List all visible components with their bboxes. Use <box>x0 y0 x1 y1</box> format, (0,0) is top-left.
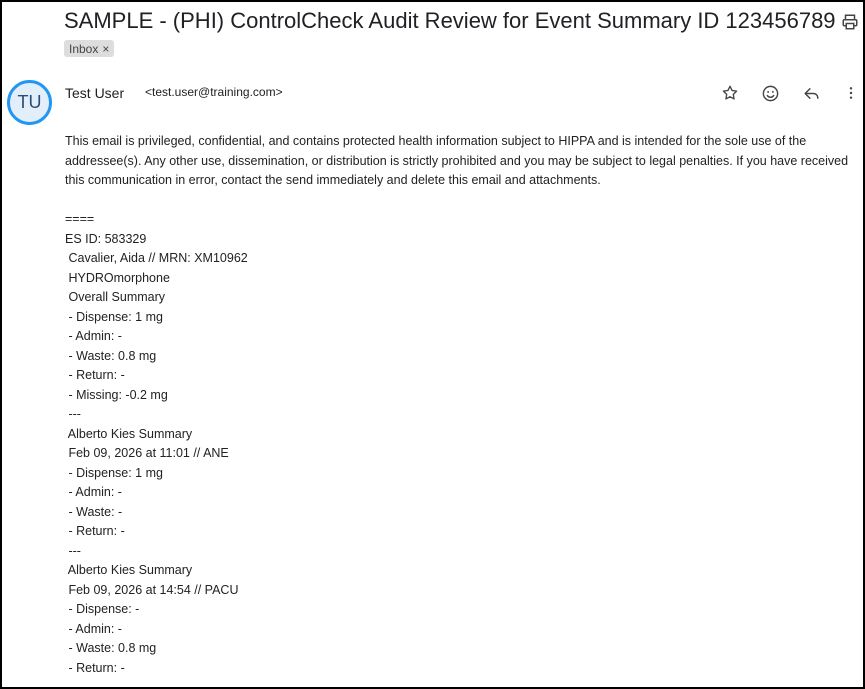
more-vert-icon <box>843 84 859 102</box>
avatar-initials: TU <box>17 92 42 112</box>
confidentiality-disclaimer: This email is privileged, confidential, and contains protected health information subject to HIPPA and is intended for the sole use of the addressee(s). Any other use, dissemination, or distribution is strictly prohibited and you may be subject to legal penalties. If you have received this communication in error, contact the send immediately and delete this email and attachments. <box>65 134 849 187</box>
body-line: - Admin: - <box>65 621 122 636</box>
body-line: - Return: - <box>65 660 125 675</box>
body-line: --- <box>65 543 81 558</box>
print-button[interactable] <box>840 12 860 32</box>
sender-email: <test.user@training.com> <box>145 85 283 99</box>
body-line: - Return: - <box>65 368 125 382</box>
reply-button[interactable] <box>799 82 823 104</box>
body-line: - Waste: - <box>65 504 123 519</box>
star-icon <box>721 84 739 102</box>
body-line: Cavalier, Aida // MRN: XM10962 <box>65 251 248 265</box>
sender-name[interactable]: Test User <box>65 85 125 101</box>
body-line: - Missing: -0.2 mg <box>65 387 168 402</box>
body-line: ES ID: 583329 <box>65 231 147 246</box>
body-line: - Admin: - <box>65 485 122 499</box>
body-line: - Admin: - <box>65 329 122 343</box>
email-body <box>65 132 855 678</box>
star-button[interactable] <box>718 82 742 104</box>
body-line: Feb 09, 2026 at 11:01 // ANE <box>65 446 229 460</box>
body-line: - Dispense: 1 mg <box>65 465 163 480</box>
body-line: - Dispense: 1 mg <box>65 309 163 324</box>
body-line: Feb 09, 2026 at 14:54 // PACU <box>65 582 239 597</box>
body-line: - Return: - <box>65 524 125 538</box>
body-line: Alberto Kies Summary <box>65 563 193 577</box>
audit-summary <box>65 210 855 678</box>
body-line: Alberto Kies Summary <box>65 426 193 441</box>
inbox-label-chip[interactable] <box>64 40 114 57</box>
body-line: Overall Summary <box>65 290 166 304</box>
sender-avatar[interactable] <box>7 80 52 125</box>
more-options-button[interactable] <box>839 82 863 104</box>
body-line: - Waste: 0.8 mg <box>65 641 157 655</box>
print-icon <box>841 13 859 31</box>
emoji-icon <box>761 84 780 103</box>
email-subject: SAMPLE - (PHI) ControlCheck Audit Review for Event Summary ID 123456789 <box>64 8 836 33</box>
reply-icon <box>802 84 821 103</box>
body-line: - Waste: 0.8 mg <box>65 348 157 363</box>
emoji-reaction-button[interactable] <box>758 82 782 104</box>
body-line: HYDROmorphone <box>65 270 170 285</box>
remove-label-icon[interactable]: × <box>102 41 110 56</box>
body-line: --- <box>65 407 81 421</box>
label-text: Inbox <box>69 41 99 56</box>
body-line: - Dispense: - <box>65 602 140 616</box>
body-line: ==== <box>65 212 95 226</box>
